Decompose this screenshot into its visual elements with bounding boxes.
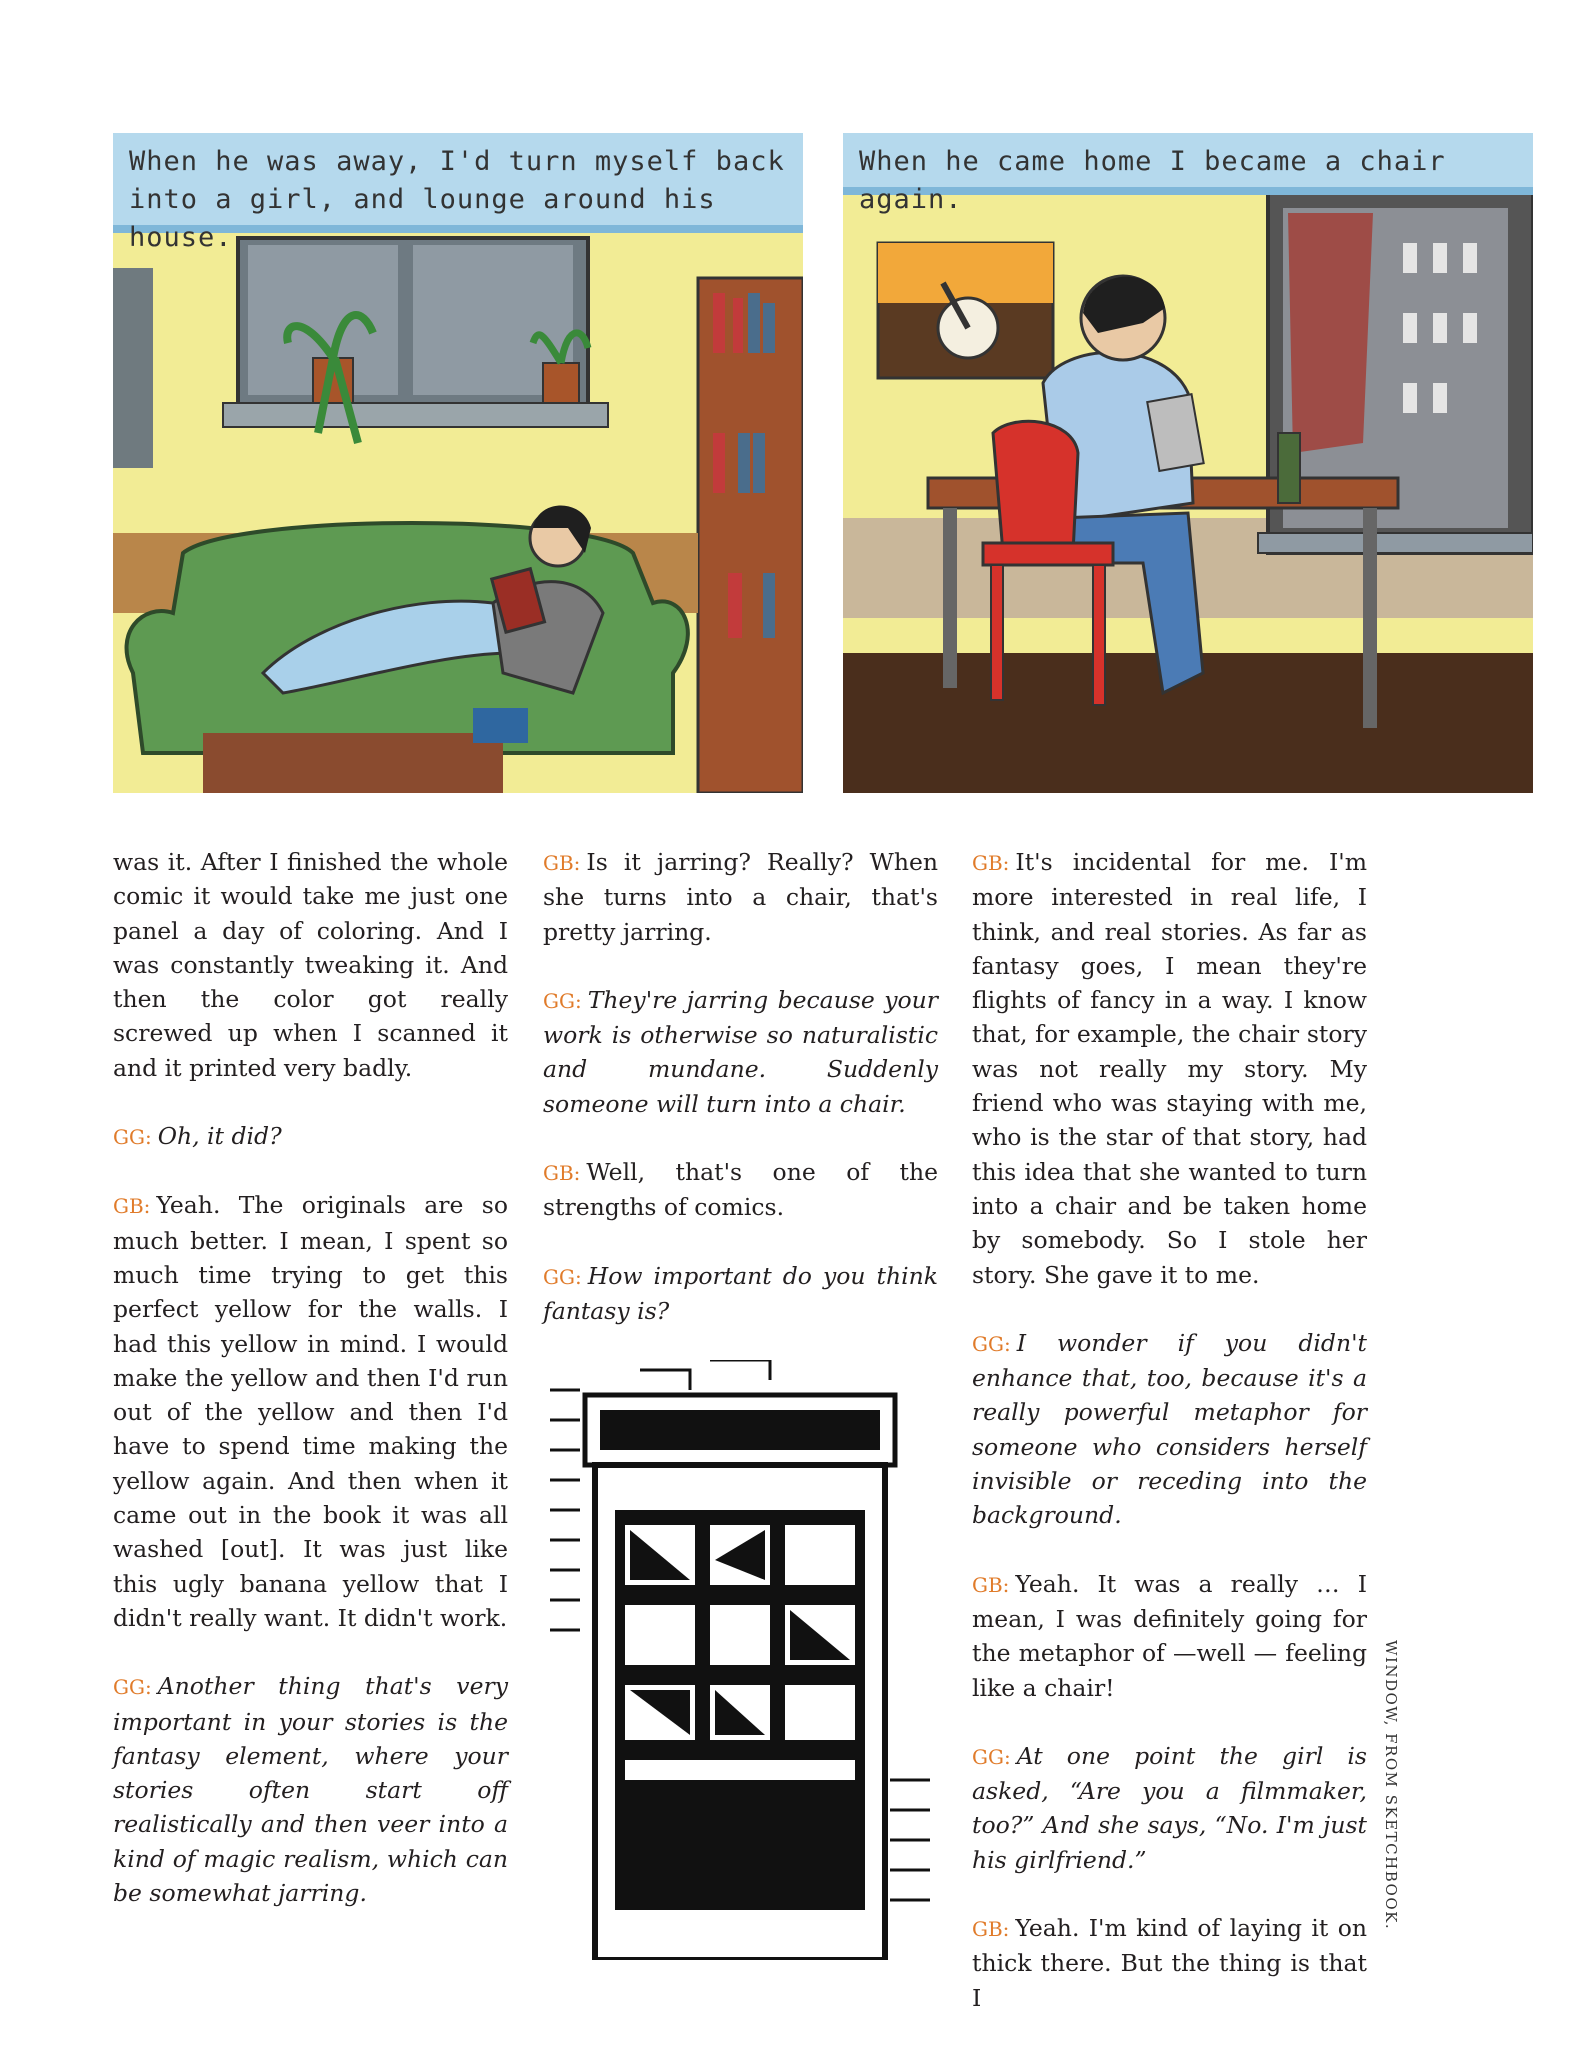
paragraph: GB: Is it jarring? Really? When she turns into a chair, that's pretty jarring. [543,848,938,946]
image-side-caption: WINDOW, FROM SKETCHBOOK. [1382,1640,1400,1931]
paragraph: was it. After I finished the whole comic it would take me just one panel a day of coloring. And I was constantly tweaking it. And then the color got really screwed up when I scanned it and it printed very badly. [113,848,508,1082]
paragraph: GG: Oh, it did? [113,1122,282,1151]
paragraph: GG: Another thing that's very important in your stories is the fantasy element, where your stories often start off realistically and then veer into a kind of magic realism, which can be somewhat jarring. [113,1672,508,1908]
speaker-tag: GG: [543,988,582,1013]
paragraph: GB: It's incidental for me. I'm more interested in real life, I think, and real stories. As far as fantasy goes, I mean they're flights of fancy in a way. I know that, for example, the chair story was not really my story. My friend who was staying with me, who is the star of that story, had this idea that she wanted to turn into a chair and be taken home by somebody. So I stole her story. She gave it to me. [972,848,1367,1289]
speaker-tag: GG: [113,1675,152,1700]
speaker-tag: GB: [972,1917,1010,1942]
paragraph: GG: I wonder if you didn't enhance that, too, because it's a really powerful metaphor for someone who considers herself invisible or receding into the background. [972,1328,1367,1530]
paragraph: GG: How important do you think fantasy is? [543,1261,938,1325]
paragraph: GG: They're jarring because your work is otherwise so naturalistic and mundane. Suddenly someone will turn into a chair. [543,985,938,1118]
interview-column-3 [972,845,1367,2049]
panel-right-caption: When he came home I became a chair again. [843,133,1533,195]
speaker-tag: GB: [543,851,581,875]
comic-panel-right [843,133,1533,793]
paragraph: GG: At one point the girl is asked, “Are you a filmmaker, too?” And she says, “No. I'm just his girlfriend.” [972,1741,1367,1874]
window-sketch-illustration [540,1360,935,1960]
speaker-tag: GG: [972,1744,1011,1769]
speaker-tag: GB: [113,1194,151,1219]
interview-column-2 [543,845,938,1362]
paragraph: GB: Yeah. It was a really … I mean, I was definitely going for the metaphor of —well — feeling like a chair! [972,1569,1367,1702]
panel-left-caption: When he was away, I'd turn myself back into a girl, and lounge around his house. [113,133,803,233]
speaker-tag: GB: [543,1161,581,1186]
speaker-tag: GG: [543,1264,582,1289]
panel-right-illustration [843,133,1533,793]
speaker-tag: GB: [972,851,1010,875]
paragraph: GB: Yeah. I'm kind of laying it on thick there. But the thing is that I [972,1914,1367,2012]
speaker-tag: GB: [972,1572,1010,1597]
paragraph: GB: Well, that's one of the strengths of comics. [543,1158,938,1222]
paragraph: GB: Yeah. The originals are so much better. I mean, I spent so much time trying to get this perfect yellow for the walls. I had this yellow in mind. I would make the yellow and then I'd run out of the yellow and then I'd have to spend time making the yellow again. And then when it came out in the book it was all washed [out]. It was just like this ugly banana yellow that I didn't really want. It didn't work. [113,1191,508,1632]
speaker-tag: GG: [113,1125,152,1150]
interview-column-1 [113,845,508,1944]
speaker-tag: GG: [972,1331,1011,1356]
comic-panel-left [113,133,803,793]
